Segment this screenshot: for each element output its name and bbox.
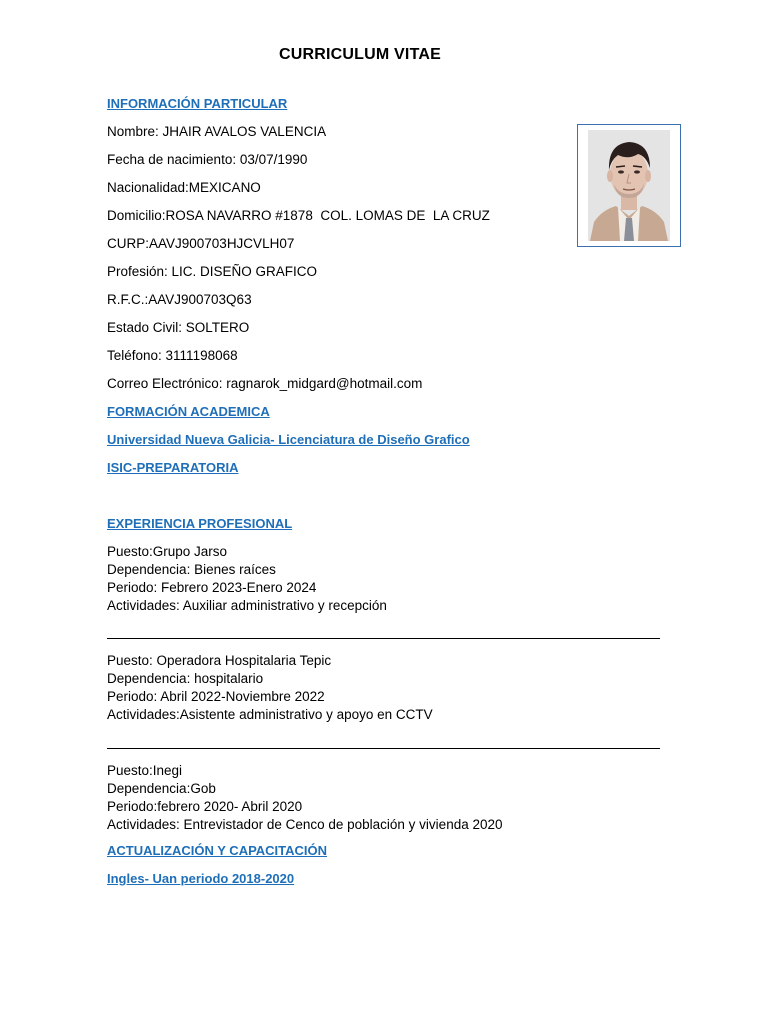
personal-nationality: Nacionalidad:MEXICANO [107,180,261,195]
training-item-english: Ingles- Uan periodo 2018-2020 [107,871,295,886]
job-separator [107,638,660,639]
job-dependencia: Dependencia:Gob [107,781,216,796]
personal-curp: CURP:AAVJ900703HJCVLH07 [107,236,295,251]
education-item-preparatoria: ISIC-PREPARATORIA [107,460,239,475]
personal-email: Correo Electrónico: ragnarok_midgard@hotmail.com [107,376,423,391]
job-periodo: Periodo: Abril 2022-Noviembre 2022 [107,689,325,704]
job-dependencia: Dependencia: Bienes raíces [107,562,276,577]
personal-phone: Teléfono: 3111198068 [107,348,238,363]
personal-name: Nombre: JHAIR AVALOS VALENCIA [107,124,327,139]
section-heading-experience: EXPERIENCIA PROFESIONAL [107,516,293,531]
education-item-university: Universidad Nueva Galicia- Licenciatura de Diseño Grafico [107,432,470,447]
job-actividades: Actividades: Auxiliar administrativo y recepción [107,598,387,613]
experience-job-2 [107,652,433,724]
job-periodo: Periodo:febrero 2020- Abril 2020 [107,799,303,814]
job-periodo: Periodo: Febrero 2023-Enero 2024 [107,580,317,595]
experience-job-3 [107,762,503,834]
job-puesto: Puesto: Operadora Hospitalaria Tepic [107,653,332,668]
page-title: CURRICULUM VITAE [278,46,441,63]
section-heading-education: FORMACIÓN ACADEMICA [107,404,270,419]
profile-photo [588,130,670,241]
job-puesto: Puesto:Grupo Jarso [107,544,228,559]
personal-birthdate: Fecha de nacimiento: 03/07/1990 [107,152,308,167]
job-puesto: Puesto:Inegi [107,763,183,778]
portrait-image [588,130,670,241]
job-actividades: Actividades:Asistente administrativo y apoyo en CCTV [107,707,433,722]
job-actividades: Actividades: Entrevistador de Cenco de población y vivienda 2020 [107,817,503,832]
experience-job-1 [107,543,387,615]
personal-address: Domicilio:ROSA NAVARRO #1878 COL. LOMAS DE LA CRUZ [107,208,490,223]
job-separator [107,748,660,749]
job-dependencia: Dependencia: hospitalario [107,671,264,686]
personal-marital-status: Estado Civil: SOLTERO [107,320,250,335]
personal-rfc: R.F.C.:AAVJ900703Q63 [107,292,252,307]
section-heading-training: ACTUALIZACIÓN Y CAPACITACIÓN [107,843,328,858]
personal-profession: Profesión: LIC. DISEÑO GRAFICO [107,264,318,279]
section-heading-personal: INFORMACIÓN PARTICULAR [107,96,288,111]
profile-photo-frame [577,124,681,247]
